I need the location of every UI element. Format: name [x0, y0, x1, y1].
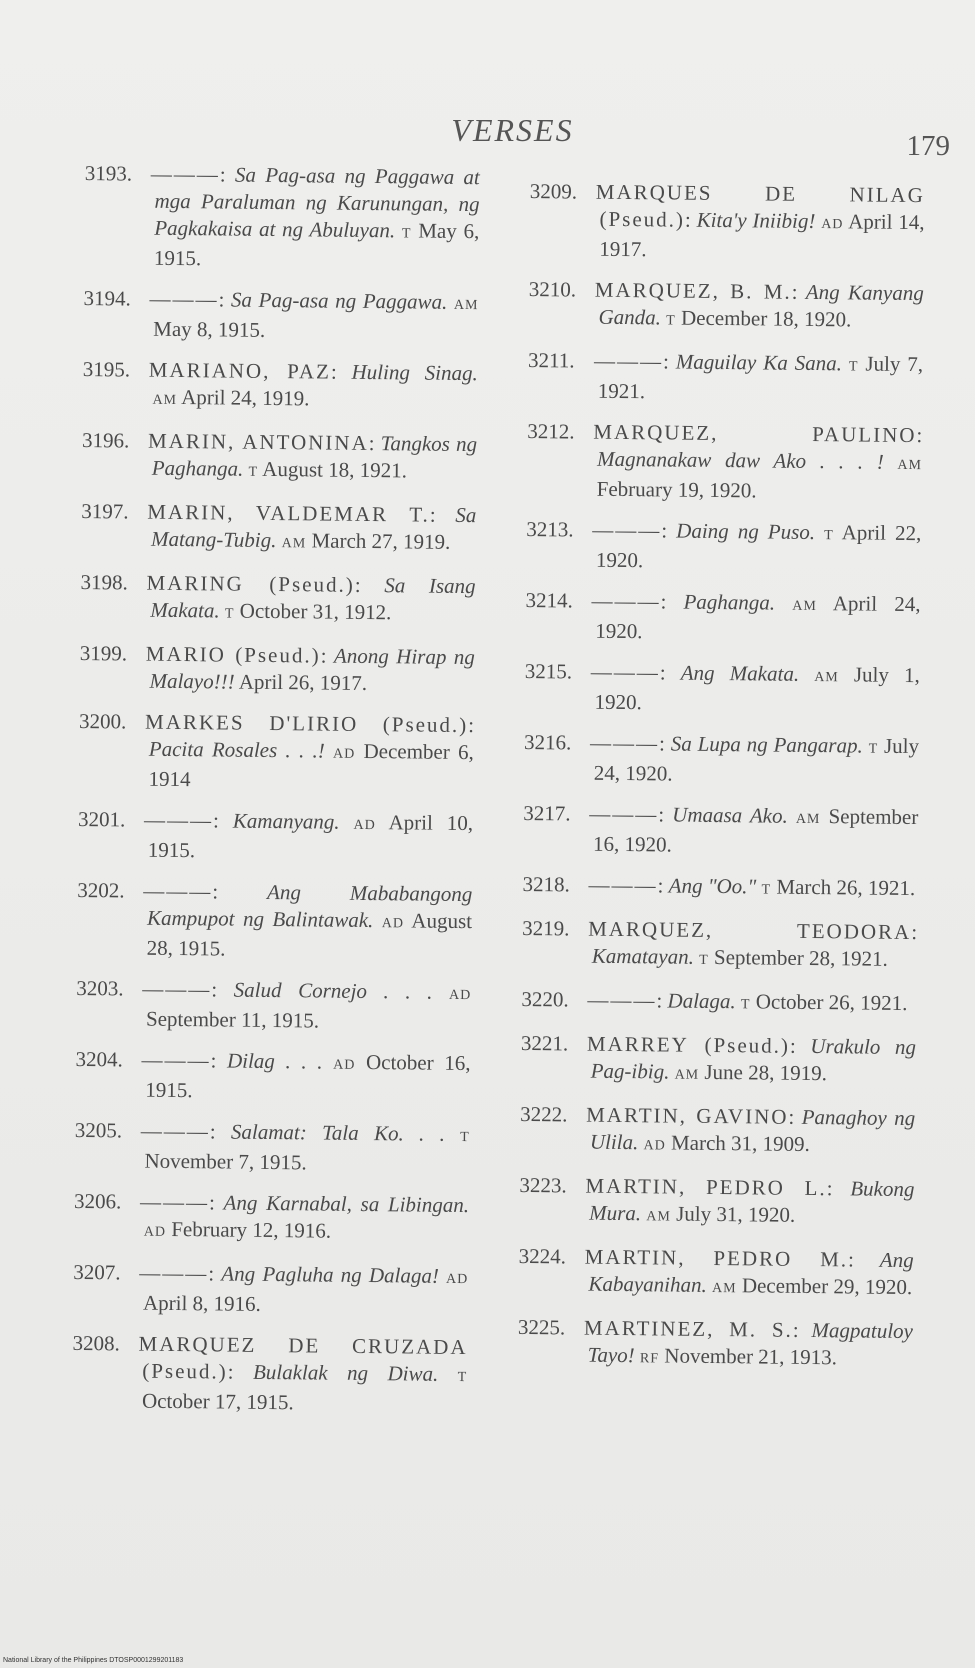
entry-number: 3211. — [527, 347, 575, 373]
entry-author: MARIANO, PAZ — [148, 357, 332, 384]
bibliography-entry: 3223. MARTIN, PEDRO L.: Bukong Mura. AM July 31, 1920. — [519, 1172, 915, 1227]
entry-date: April 10, 1915. — [147, 810, 474, 863]
entry-publication: AD — [821, 217, 844, 233]
entry-title: Ang Pagluha ng Dalaga! — [221, 1261, 440, 1288]
entry-date: June 28, 1919. — [704, 1059, 828, 1086]
entry-date: October 26, 1921. — [755, 989, 908, 1015]
entry-author: MARREY (Pseud.) — [586, 1031, 791, 1058]
entry-title: Magpatuloy Tayo! — [587, 1318, 914, 1368]
entry-publication: AD — [381, 916, 405, 932]
entry-number: 3215. — [524, 658, 573, 684]
entry-number: 3205. — [74, 1117, 123, 1143]
bibliography-entry: 3196. MARIN, ANTONINA: Tangkos ng Paghanga. T August 18, 1921. — [81, 427, 478, 483]
entry-publication: AM — [152, 392, 178, 408]
entry-date: April 24, 1919. — [181, 385, 310, 411]
entry-number: 3199. — [79, 640, 128, 666]
entry-date: April 8, 1916. — [142, 1290, 261, 1316]
entry-number: 3224. — [518, 1243, 567, 1269]
bibliography-entry: 3222. MARTIN, GAVINO: Panaghoy ng Ulila. AD March 31, 1909. — [520, 1101, 916, 1156]
entry-publication: T — [848, 359, 859, 375]
entry-date: November 21, 1913. — [664, 1343, 838, 1370]
entry-author: MARIN, ANTONINA — [147, 428, 369, 455]
bibliography-entry: 3218. ———: Ang "Oo." T March 26, 1921. — [522, 871, 916, 901]
entry-publication: AM — [646, 1209, 671, 1225]
bibliography-entry: 3211. ———: Maguilay Ka Sana. T July 7, 1921. — [527, 347, 924, 404]
entry-publication: AD — [333, 1057, 356, 1073]
entry-number: 3193. — [84, 160, 133, 186]
entry-author: MARQUEZ, B. M. — [594, 277, 792, 304]
entry-date: September 28, 1921. — [713, 944, 888, 971]
entry-title: Sa Matang-Tubig. — [150, 502, 477, 553]
entry-publication: T — [868, 741, 879, 757]
entry-publication: T — [457, 1369, 468, 1386]
entry-number: 3203. — [76, 975, 124, 1001]
entry-title: Umaasa Ako. — [672, 802, 788, 828]
entry-author: ——— — [593, 348, 664, 374]
entry-author: ——— — [150, 161, 220, 187]
entry-date: March 26, 1921. — [776, 874, 916, 901]
entry-date: November 7, 1915. — [144, 1148, 307, 1175]
entry-publication: T — [401, 226, 412, 242]
footer-credit: National Library of the Philippines DTOSP0001299201183 — [3, 1657, 184, 1664]
entry-title: Ang Karnabal, sa Libingan. — [223, 1190, 470, 1218]
entry-date: March 27, 1919. — [311, 528, 451, 554]
entry-title: Ang "Oo." — [668, 873, 757, 899]
entry-title: Bukong Mura. — [589, 1176, 915, 1226]
entry-publication: AM — [795, 811, 821, 828]
bibliography-entry: 3220. ———: Dalaga. T October 26, 1921. — [521, 986, 908, 1015]
entry-date: February 19, 1920. — [596, 476, 757, 503]
entry-author: MARIO (Pseud.) — [145, 641, 321, 668]
entry-author: ——— — [139, 1189, 210, 1215]
entry-publication: AM — [814, 670, 839, 686]
bibliography-entry: 3199. MARIO (Pseud.): Anong Hirap ng Malayo!!! April 26, 1917. — [79, 640, 475, 695]
entry-publication: T — [699, 952, 709, 968]
entry-title: Sa Isang Makata. — [150, 573, 476, 623]
bibliography-entry: 3221. MARREY (Pseud.): Urakulo ng Pag-ibig. AM June 28, 1919. — [520, 1030, 917, 1086]
entry-author: ——— — [587, 987, 657, 1013]
entry-publication: AM — [711, 1280, 737, 1297]
entry-number: 3221. — [520, 1030, 569, 1056]
entry-publication: AD — [448, 987, 472, 1004]
entry-number: 3198. — [80, 569, 128, 595]
entry-publication: RF — [639, 1351, 660, 1367]
entry-number: 3201. — [77, 806, 126, 832]
entry-date: December 29, 1920. — [741, 1273, 913, 1300]
bibliography-entry: 3215. ———: Ang Makata. AM July 1, 1920. — [524, 658, 920, 715]
entry-publication: AD — [643, 1138, 666, 1154]
bibliography-entry: 3207. ———: Ang Pagluha ng Dalaga! AD April 8, 1916. — [73, 1259, 469, 1316]
bibliography-entry: 3193. ———: Sa Pag-asa ng Paggawa at mga Paraluman ng Karunungan, ng Pagkakaisa at ng Abuluyan. T May 6, 1915. — [84, 160, 480, 271]
bibliography-entry: 3197. MARIN, VALDEMAR T.: Sa Matang-Tubig. AM March 27, 1919. — [81, 498, 477, 554]
entry-title: Kamanyang. — [232, 808, 340, 834]
entry-title: Maguilay Ka Sana. — [675, 349, 843, 376]
entry-author: ——— — [149, 286, 219, 312]
entry-publication: T — [666, 313, 676, 329]
entry-number: 3219. — [522, 915, 570, 941]
entry-date: May 8, 1915. — [153, 316, 266, 342]
bibliography-entry: 3203. ———: Salud Cornejo . . . AD September 11, 1915. — [76, 975, 472, 1033]
entry-date: April 22, 1920. — [595, 520, 922, 573]
entry-author: ——— — [143, 878, 213, 904]
entry-date: July 31, 1920. — [676, 1201, 796, 1227]
entry-author: ——— — [591, 588, 661, 614]
entry-date: July 1, 1920. — [594, 662, 920, 715]
entry-publication: T — [740, 997, 751, 1013]
entry-publication: AD — [353, 817, 376, 834]
entry-publication: AM — [453, 297, 479, 314]
entry-author: MARING (Pseud.) — [146, 570, 355, 597]
entry-title: Urakulo ng Pag-ibig. — [590, 1033, 917, 1084]
entry-title: Paghanga. — [683, 589, 776, 615]
entry-title: Tangkos ng Paghanga. — [151, 431, 478, 481]
entry-title: Daing ng Puso. — [676, 518, 816, 545]
entry-publication: T — [761, 882, 772, 898]
bibliography-entry: 3194. ———: Sa Pag-asa ng Paggawa. AM May 8, 1915. — [83, 285, 479, 342]
entry-number: 3212. — [527, 418, 575, 444]
entry-number: 3195. — [82, 356, 131, 382]
entry-author: ——— — [590, 659, 660, 685]
entry-number: 3216. — [523, 729, 572, 755]
bibliography-entry: 3216. ———: Sa Lupa ng Pangarap. T July 24, 1920. — [523, 729, 920, 786]
entry-number: 3207. — [73, 1259, 121, 1285]
entry-author: ——— — [588, 872, 658, 898]
entry-number: 3217. — [523, 800, 571, 826]
entry-date: July 24, 1920. — [593, 733, 920, 786]
bibliography-entry: 3210. MARQUEZ, B. M.: Ang Kanyang Ganda. T December 18, 1920. — [528, 276, 924, 332]
entry-author: ——— — [589, 730, 660, 756]
entry-publication: AM — [897, 457, 923, 474]
entry-date: August 18, 1921. — [262, 456, 408, 483]
entry-title: Kamatayan. — [591, 943, 695, 969]
bibliography-entry: 3224. MARTIN, PEDRO M.: Ang Kabayanihan. AM December 29, 1920. — [518, 1243, 914, 1300]
entry-number: 3200. — [78, 708, 127, 734]
entry-author: ——— — [141, 1047, 211, 1073]
entry-title: Kita'y Iniibig! — [696, 207, 816, 233]
entry-publication: AD — [143, 1224, 167, 1240]
entry-author: ——— — [139, 1260, 209, 1286]
bibliography-entry: 3209. MARQUES DE NILAG (Pseud.): Kita'y Iniibig! AD April 14, 1917. — [529, 178, 925, 262]
entry-date: May 6, 1915. — [153, 218, 480, 271]
entry-author: MARQUEZ DE CRUZADA (Pseud.) — [138, 1331, 468, 1384]
entry-title: Magnanakaw daw Ako . . . ! — [596, 446, 884, 474]
entry-number: 3196. — [81, 427, 130, 453]
entry-title: Bulaklak ng Diwa. — [252, 1359, 439, 1386]
entry-publication: T — [224, 606, 235, 622]
entry-publication: AM — [792, 598, 817, 615]
bibliography-entry: 3212. MARQUEZ, PAULINO: Magnanakaw daw Ako . . . ! AM February 19, 1920. — [527, 418, 923, 503]
entry-number: 3218. — [522, 871, 570, 897]
entry-title: Huling Sinag. — [351, 359, 478, 386]
entry-author: MARTIN, GAVINO — [586, 1102, 789, 1129]
entry-title: Sa Pag-asa ng Paggawa at mga Paraluman ng Karunungan, ng Pagkakaisa at ng Abuluyan. — [154, 162, 480, 243]
bibliography-entry: 3202. ———: Ang Mababangong Kampupot ng Balintawak. AD August 28, 1915. — [77, 877, 473, 961]
entry-number: 3225. — [517, 1314, 566, 1340]
entry-date: August 28, 1915. — [146, 908, 473, 961]
entry-date: October 17, 1915. — [141, 1388, 294, 1415]
entry-publication: T — [460, 1129, 470, 1146]
entry-date: October 16, 1915. — [145, 1049, 471, 1103]
entry-author: ——— — [142, 976, 212, 1002]
bibliography-entry: 3205. ———: Salamat: Tala Ko. . . T November 7, 1915. — [74, 1117, 470, 1175]
entry-author: ——— — [589, 801, 659, 827]
page-number: 179 — [906, 130, 950, 162]
entry-title: Sa Pag-asa ng Paggawa. — [230, 287, 448, 314]
bibliography-entry: 3195. MARIANO, PAZ: Huling Sinag. AM April 24, 1919. — [82, 356, 478, 411]
entry-author: ——— — [140, 1118, 210, 1144]
entry-number: 3206. — [73, 1188, 122, 1214]
entry-date: July 7, 1921. — [597, 351, 924, 404]
bibliography-entry: 3204. ———: Dilag . . . AD October 16, 1915. — [75, 1046, 471, 1103]
entry-author: MARQUEZ, TEODORA — [588, 916, 912, 945]
running-head: VERSES — [451, 112, 574, 148]
entry-author: MARKES D'LIRIO (Pseud.) — [144, 709, 469, 738]
entry-author: MARTINEZ, M. S. — [583, 1315, 793, 1342]
entry-number: 3214. — [525, 587, 573, 613]
entry-author: MARTIN, PEDRO L. — [585, 1173, 827, 1201]
entry-number: 3213. — [526, 516, 574, 542]
entry-title: Salamat: Tala Ko. . . — [230, 1119, 446, 1146]
entry-publication: T — [248, 464, 259, 480]
entry-author: MARTIN, PEDRO M. — [584, 1244, 849, 1272]
entry-title: Ang Makata. — [680, 660, 800, 686]
entry-title: Ang Mababangong Kampupot ng Balintawak. — [146, 879, 473, 933]
entry-number: 3210. — [528, 276, 577, 302]
entry-date: December 6, 1914 — [148, 738, 474, 792]
entry-number: 3202. — [77, 877, 125, 903]
entry-number: 3220. — [521, 986, 569, 1012]
bibliography-entry: 3208. MARQUEZ DE CRUZADA (Pseud.): Bulaklak ng Diwa. T October 17, 1915. — [72, 1330, 468, 1415]
entry-title: Ang Kabayanihan. — [588, 1247, 914, 1297]
bibliography-entry: 3198. MARING (Pseud.): Sa Isang Makata. T October 31, 1912. — [80, 569, 476, 625]
entry-date: April 24, 1920. — [595, 591, 921, 644]
bibliography-entry: 3200. MARKES D'LIRIO (Pseud.): Pacita Rosales . . .! AD December 6, 1914 — [78, 708, 475, 792]
entry-title: Dalaga. — [667, 988, 736, 1014]
entry-date: April 14, 1917. — [599, 209, 925, 262]
entry-author: MARQUES DE NILAG (Pseud.) — [595, 179, 925, 232]
entry-title: Dilag . . . — [226, 1048, 323, 1074]
entry-number: 3194. — [83, 285, 131, 311]
entry-publication: AM — [281, 536, 307, 552]
entry-author: ——— — [592, 517, 662, 543]
bibliography-entry: 3213. ———: Daing ng Puso. T April 22, 1920. — [526, 516, 922, 573]
right-column — [517, 178, 925, 1389]
entry-author: MARQUEZ, PAULINO — [593, 419, 917, 448]
bibliography-entry: 3214. ———: Paghanga. AM April 24, 1920. — [525, 587, 921, 644]
entry-author: MARIN, VALDEMAR T. — [147, 499, 430, 527]
entry-date: March 31, 1909. — [670, 1130, 810, 1156]
entry-publication: AM — [674, 1067, 700, 1083]
entry-publication: AD — [445, 1271, 469, 1288]
entry-number: 3223. — [519, 1172, 567, 1198]
entry-number: 3208. — [72, 1330, 120, 1356]
bibliography-entry: 3225. MARTINEZ, M. S.: Magpatuloy Tayo! RF November 21, 1913. — [517, 1314, 914, 1370]
entry-number: 3222. — [520, 1101, 568, 1127]
entry-publication: AD — [332, 746, 356, 762]
entry-date: October 31, 1912. — [239, 598, 392, 625]
entry-title: Anong Hirap ng Malayo!!! — [149, 643, 475, 694]
bibliography-entry: 3219. MARQUEZ, TEODORA: Kamatayan. T September 28, 1921. — [522, 915, 918, 971]
entry-title: Sa Lupa ng Pangarap. — [670, 731, 863, 758]
bibliography-entry: 3201. ———: Kamanyang. AD April 10, 1915. — [77, 806, 474, 863]
entry-number: 3209. — [529, 178, 578, 204]
entry-publication: T — [824, 528, 834, 544]
entry-number: 3197. — [81, 498, 129, 524]
entry-date: February 12, 1916. — [171, 1216, 332, 1243]
entry-date: September 16, 1920. — [592, 804, 919, 857]
entry-author: ——— — [143, 807, 214, 833]
bibliography-entry: 3206. ———: Ang Karnabal, sa Libingan. AD February 12, 1916. — [73, 1188, 470, 1243]
bibliography-entry: 3217. ———: Umaasa Ako. AM September 16, 1920. — [523, 800, 919, 857]
left-column — [72, 160, 480, 1432]
entry-date: December 18, 1920. — [680, 305, 852, 332]
entry-date: September 11, 1915. — [145, 1006, 320, 1033]
entry-title: Salud Cornejo . . . — [233, 977, 433, 1004]
entry-title: Ang Kanyang Ganda. — [598, 279, 924, 330]
entry-title: Pacita Rosales . . .! — [148, 736, 325, 763]
entry-date: April 26, 1917. — [238, 669, 368, 695]
entry-title: Panaghoy ng Ulila. — [589, 1104, 916, 1155]
entry-number: 3204. — [75, 1046, 123, 1072]
